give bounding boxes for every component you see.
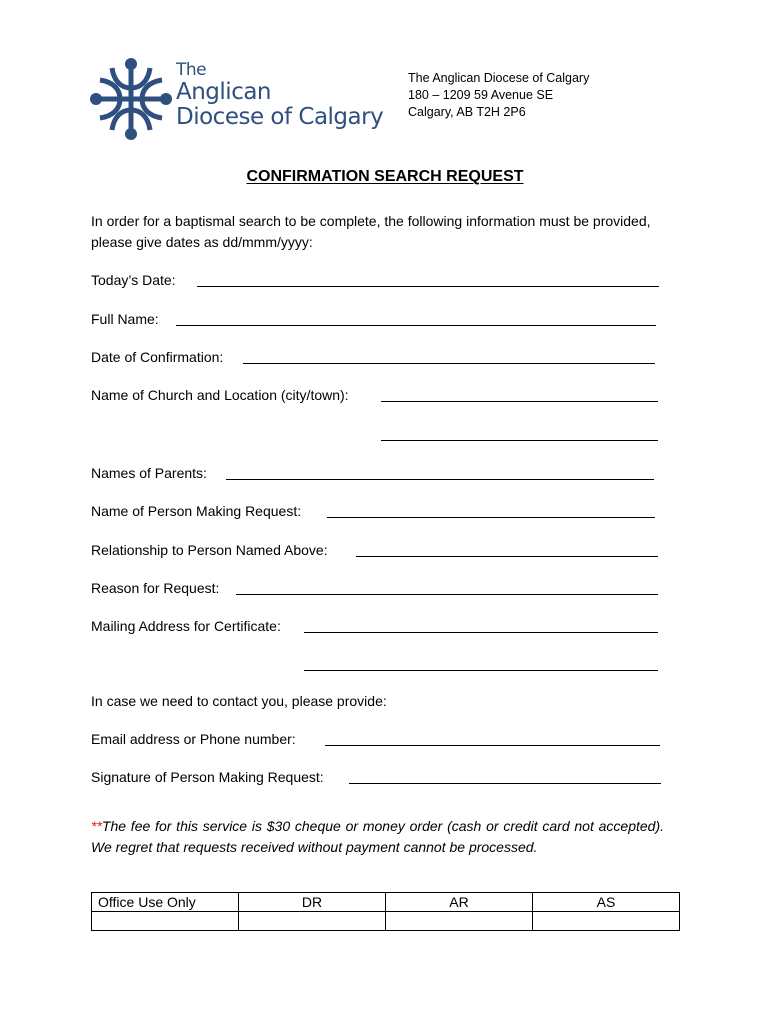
signature-field[interactable]: [349, 783, 661, 784]
address-name: The Anglican Diocese of Calgary: [408, 71, 590, 85]
ar-entry-cell[interactable]: [386, 912, 533, 931]
logo-line-1: The: [176, 60, 207, 80]
intro-text: In order for a baptismal search to be complete, the following information must be provided, please give dates as dd/mmm/yyyy:: [91, 213, 651, 250]
todays-date-field[interactable]: [197, 286, 659, 287]
diocese-address: [408, 70, 589, 121]
office-use-table: [91, 892, 680, 931]
logo-line-2: Anglican: [176, 79, 272, 105]
person-requesting-field[interactable]: [327, 517, 655, 518]
email-phone-label: Email address or Phone number:: [91, 731, 296, 747]
logo-wordmark: [176, 60, 383, 130]
fee-notice: [91, 816, 664, 858]
form-title-text: CONFIRMATION SEARCH REQUEST: [246, 168, 524, 185]
diocese-logo: [90, 58, 384, 140]
address-city: Calgary, AB T2H 2P6: [408, 105, 526, 119]
as-entry-cell[interactable]: [533, 912, 680, 931]
address-street: 180 – 1209 59 Avenue SE: [408, 88, 554, 102]
as-header-cell: AS: [533, 893, 680, 912]
church-location-field-2[interactable]: [381, 440, 658, 441]
signature-label: Signature of Person Making Request:: [91, 769, 324, 785]
contact-intro: In case we need to contact you, please provide:: [91, 693, 387, 709]
full-name-label: Full Name:: [91, 311, 159, 327]
date-of-confirmation-label: Date of Confirmation:: [91, 349, 224, 365]
ar-header-cell: AR: [386, 893, 533, 912]
email-phone-field[interactable]: [325, 745, 660, 746]
fee-text: The fee for this service is $30 cheque or money order (cash or credit card not accepted). We regret that requests received without payment cannot be processed.: [91, 818, 664, 855]
logo-line-3: Diocese of Calgary: [176, 104, 384, 130]
mailing-address-label: Mailing Address for Certificate:: [91, 618, 281, 634]
reason-field[interactable]: [236, 594, 658, 595]
office-use-only-cell: Office Use Only: [92, 893, 239, 912]
office-table-entry-row: [92, 912, 680, 931]
fee-asterisks: **: [91, 818, 102, 834]
dr-entry-cell[interactable]: [239, 912, 386, 931]
full-name-field[interactable]: [176, 325, 656, 326]
parents-field[interactable]: [226, 479, 654, 480]
mailing-address-field-2[interactable]: [304, 670, 658, 671]
reason-label: Reason for Request:: [91, 580, 220, 596]
form-title: [0, 168, 770, 186]
parents-label: Names of Parents:: [91, 465, 207, 481]
church-location-field[interactable]: [381, 401, 658, 402]
office-entry-cell[interactable]: [92, 912, 239, 931]
relationship-field[interactable]: [356, 556, 658, 557]
mailing-address-field[interactable]: [304, 632, 658, 633]
person-requesting-label: Name of Person Making Request:: [91, 503, 302, 519]
date-of-confirmation-field[interactable]: [243, 363, 655, 364]
celtic-cross-icon: [90, 58, 172, 140]
dr-header-cell: DR: [239, 893, 386, 912]
todays-date-label: Today’s Date:: [91, 272, 176, 288]
relationship-label: Relationship to Person Named Above:: [91, 542, 328, 558]
church-location-label: Name of Church and Location (city/town):: [91, 387, 349, 403]
office-table-header-row: [92, 893, 680, 912]
